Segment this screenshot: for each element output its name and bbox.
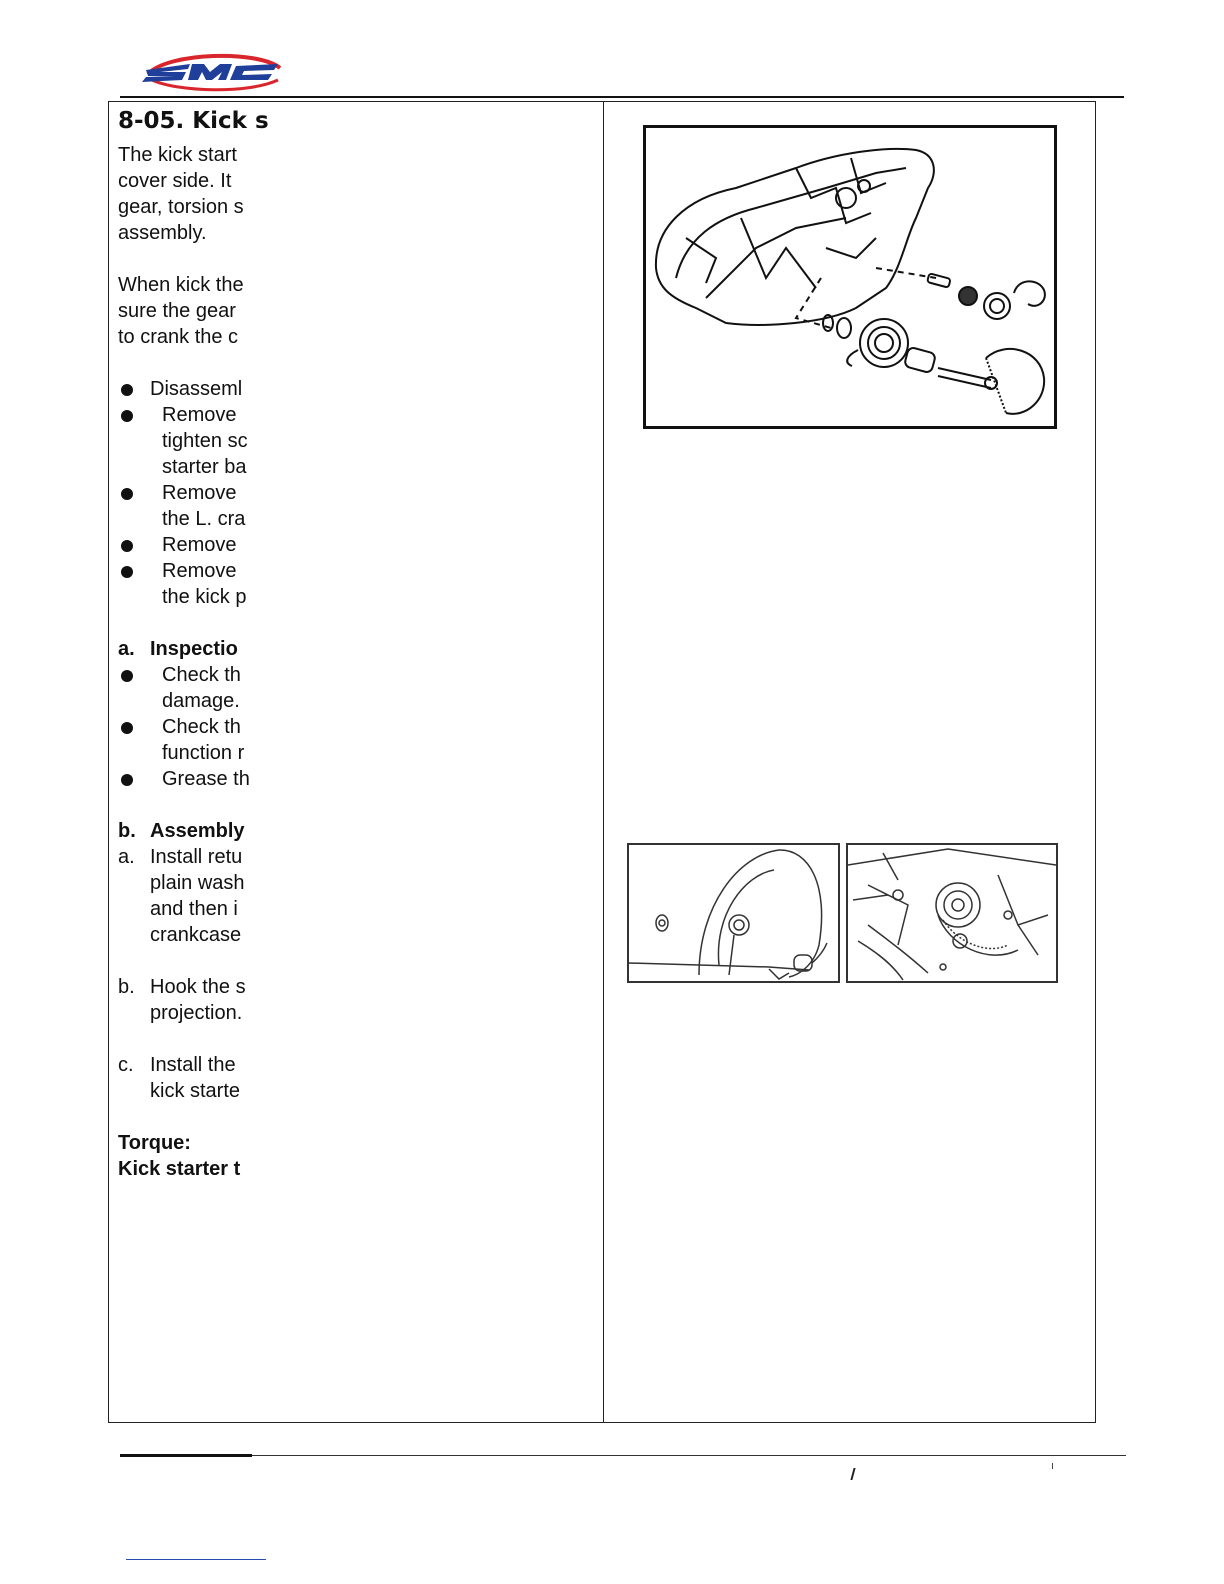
bullet-icon <box>121 774 133 786</box>
bullet-icon <box>121 722 133 734</box>
disassembly-step: Remove tighten sc starter ba <box>118 402 252 480</box>
disassembly-heading: Disasseml <box>118 376 252 402</box>
kick-starter-exploded-diagram <box>643 125 1057 429</box>
footer-rule-accent <box>120 1454 252 1457</box>
intro-line: gear, torsion s <box>118 196 244 218</box>
inspection-item: Grease th <box>118 766 252 792</box>
kick-gear-install-photo <box>846 843 1058 983</box>
inspection-heading: a. Inspectio <box>118 638 238 660</box>
intro-line: assembly. <box>118 222 207 244</box>
inspection-item: Check th function r <box>118 714 252 766</box>
footer-rule <box>120 1455 1126 1456</box>
torque-value: Kick starter t <box>118 1158 241 1180</box>
disassembly-step: Remove <box>118 532 252 558</box>
intro-line: cover side. It <box>118 170 232 192</box>
torque-label: Torque: <box>118 1132 191 1154</box>
intro-line: The kick start <box>118 144 237 166</box>
footer-mark <box>850 1468 855 1480</box>
bullet-icon <box>121 410 133 422</box>
bullet-icon <box>121 540 133 552</box>
assembly-step: b. Hook the s projection. <box>118 976 246 1024</box>
header-rule <box>120 96 1124 98</box>
footer-mark <box>1052 1463 1053 1469</box>
assembly-step: c. Install the kick starte <box>118 1054 241 1102</box>
bullet-icon <box>121 566 133 578</box>
left-text-column <box>118 104 269 1420</box>
bullet-icon <box>121 488 133 500</box>
section-title: 8-05. Kick s <box>118 108 269 134</box>
para2-line: When kick the <box>118 274 244 296</box>
para2-line: sure the gear <box>118 300 236 322</box>
footer-link-underline[interactable] <box>126 1559 266 1560</box>
assembly-step: a. Install retu plain wash and then i crankcase <box>118 846 245 946</box>
smc-logo <box>138 50 288 94</box>
disassembly-step: Remove the L. cra <box>118 480 252 532</box>
inspection-item: Check th damage. <box>118 662 252 714</box>
crankcase-photo <box>627 843 840 983</box>
bullet-icon <box>121 670 133 682</box>
assembly-heading: b. Assembly <box>118 820 245 842</box>
column-divider <box>603 101 604 1422</box>
disassembly-step: Remove the kick p <box>118 558 252 610</box>
bullet-icon <box>121 384 133 396</box>
para2-line: to crank the c <box>118 326 239 348</box>
